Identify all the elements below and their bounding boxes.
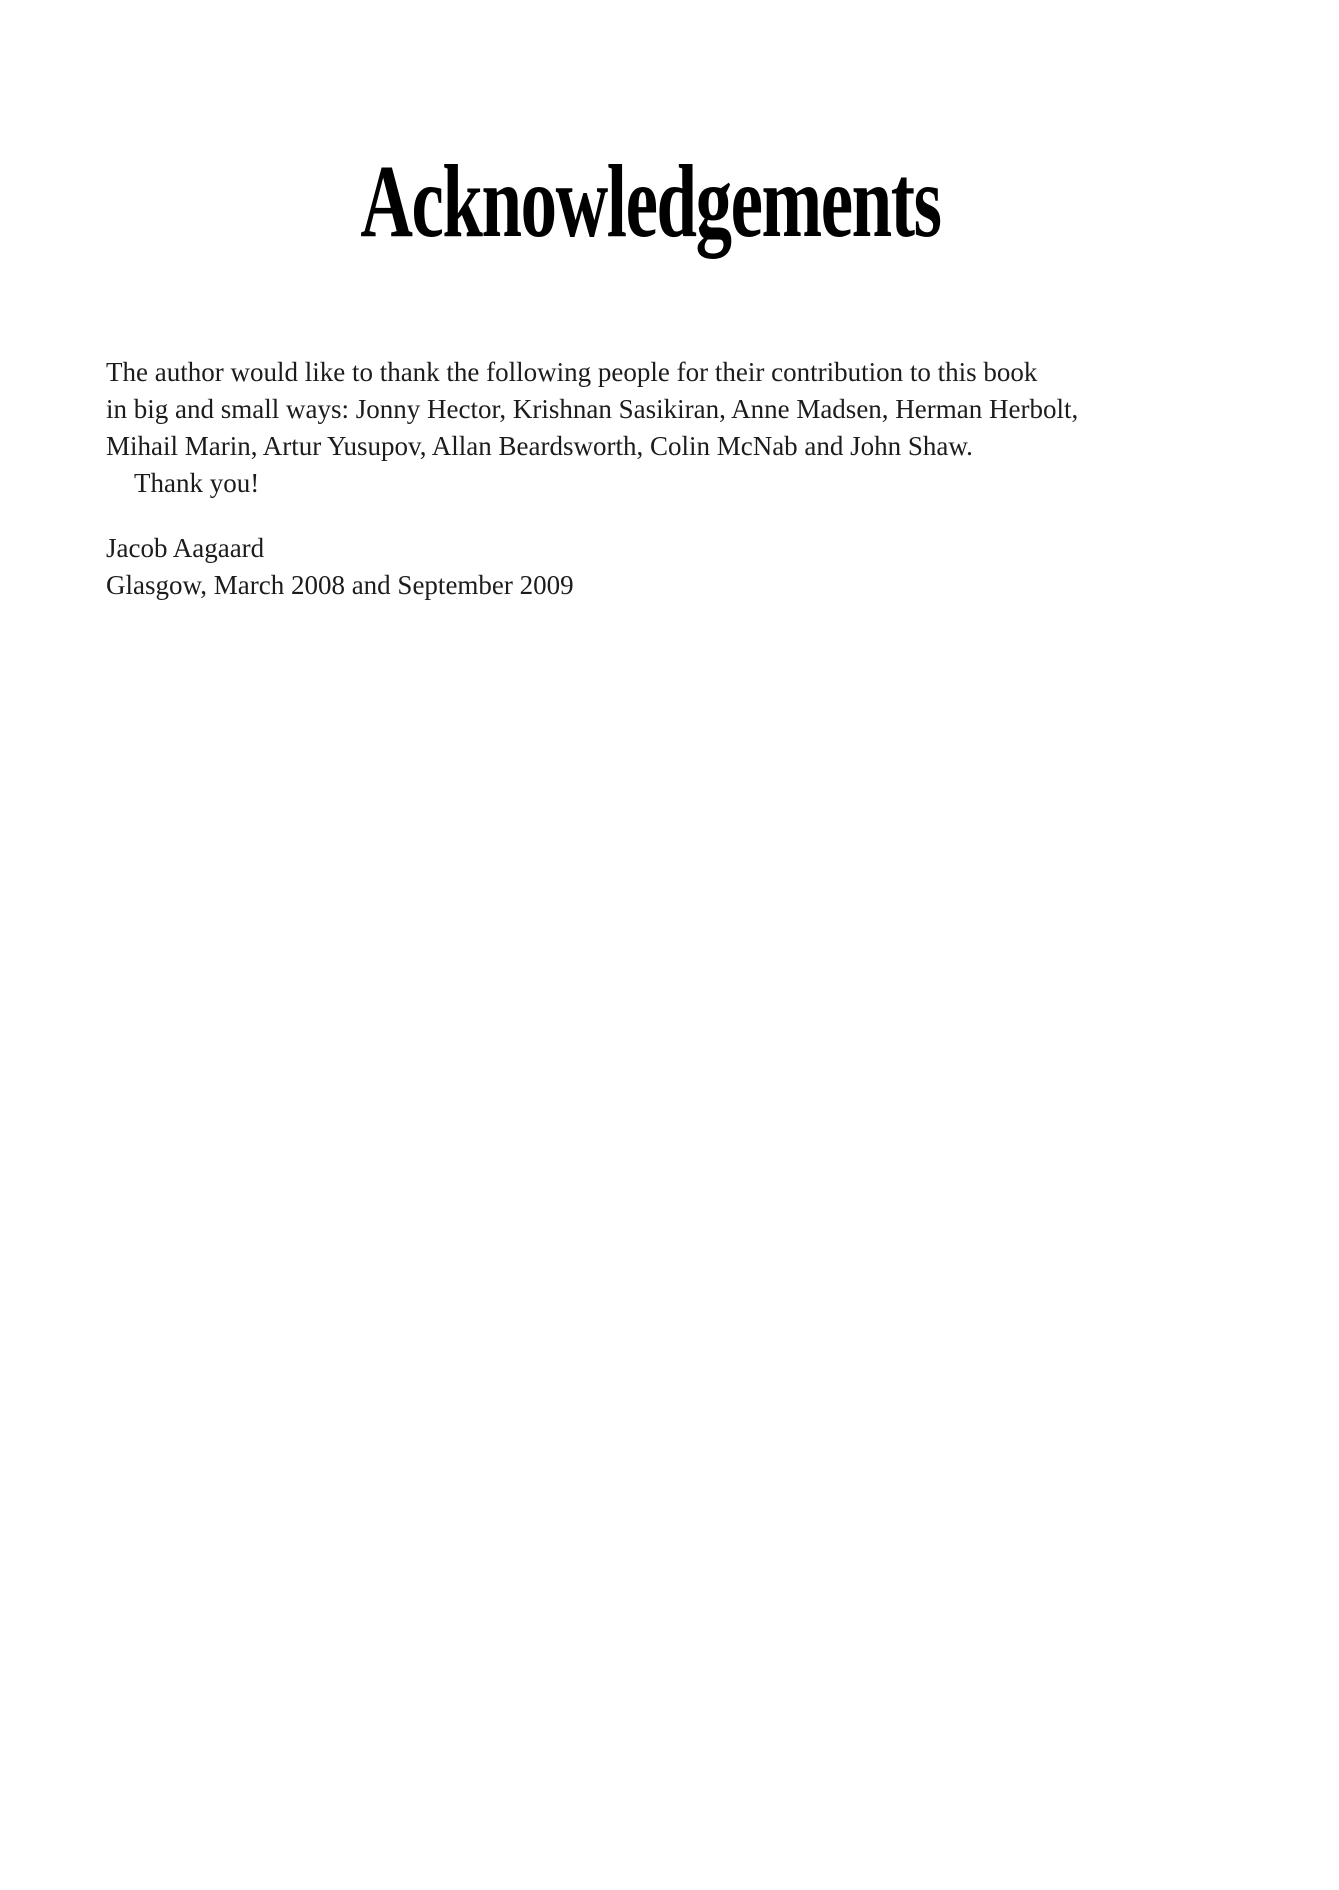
page-title — [0, 144, 1300, 259]
page-title-text: Acknowledgements — [359, 144, 941, 259]
paragraph-spacer — [106, 502, 1078, 530]
paragraph-line: in big and small ways: Jonny Hector, Krishnan Sasikiran, Anne Madsen, Herman Herbolt, — [106, 394, 1079, 424]
paragraph-line: The author would like to thank the following people for their contribution to this book — [106, 357, 1038, 387]
thank-you-line: Thank you! — [134, 468, 260, 498]
body-text — [106, 354, 1078, 604]
place-date: Glasgow, March 2008 and September 2009 — [106, 570, 574, 600]
paragraph-line: Mihail Marin, Artur Yusupov, Allan Beardsworth, Colin McNab and John Shaw. — [106, 431, 973, 461]
author-name: Jacob Aagaard — [106, 533, 265, 563]
